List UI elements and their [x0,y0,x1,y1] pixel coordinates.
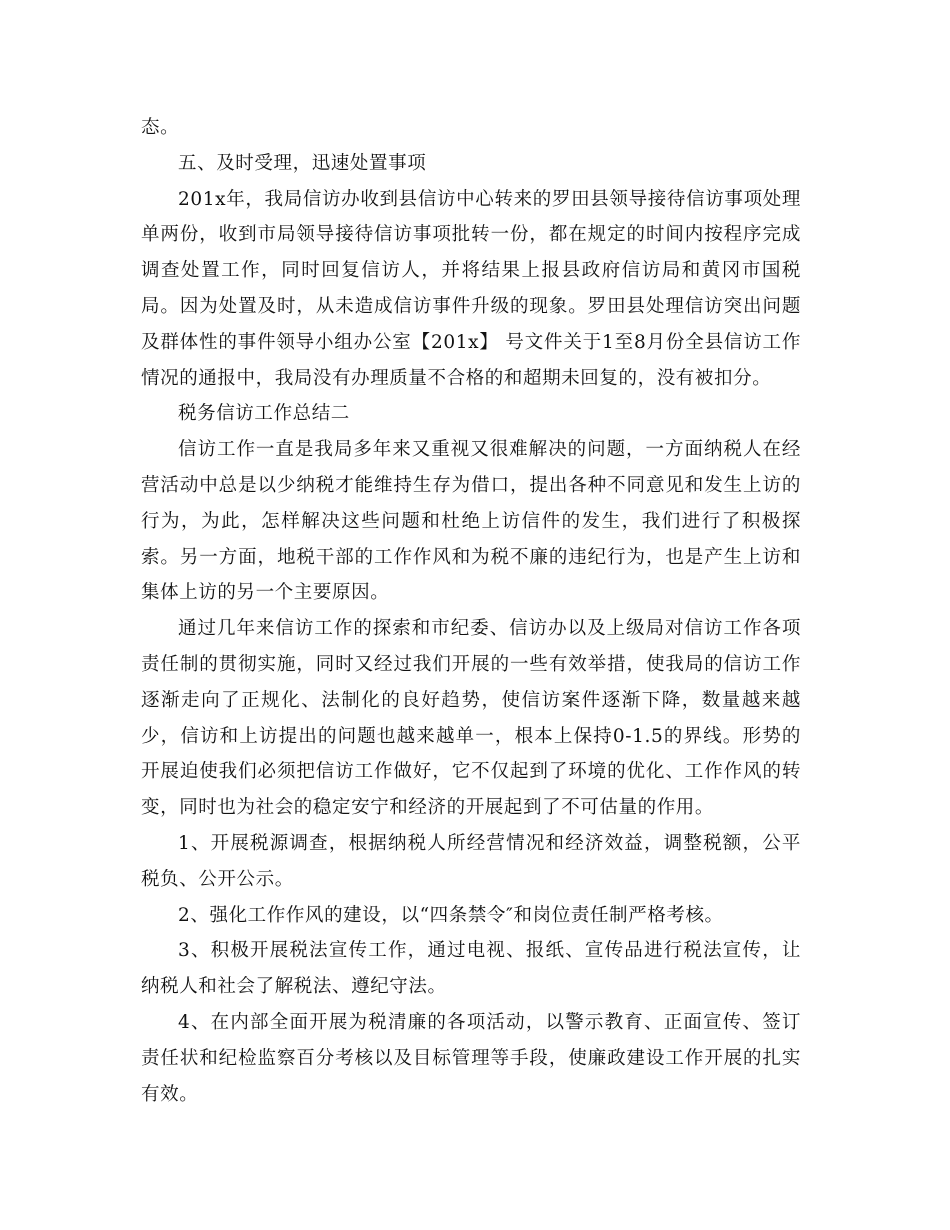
paragraph-continuation: 态。 [141,117,180,138]
section-heading-five: 五、及时受理，迅速处置事项 [178,152,427,174]
list-item-2: 2、强化工作作风的建设，以“四条禁令″和岗位责任制严格考核。 [178,904,724,926]
list-item-4: 4、在内部全面开展为税清廉的各项活动，以警示教育、正面宣传、签订责任状和纪检监察百分考核以及目标管理等手段，使廉政建设工作开展的扎实有效。 [141,1011,801,1105]
paragraph-petition-problem: 信访工作一直是我局多年来又重视又很难解决的问题，一方面纳税人在经营活动中总是以少纳税才能维持生存为借口，提出各种不同意见和发生上访的行为，为此，怎样解决这些问题和杜绝上访信件的发生，我们进行了积极探索。另一方面，地税干部的工作作风和为税不廉的违纪行为，也是产生上访和集体上访的另一个主要原因。 [141,439,801,604]
section-title-summary-two: 税务信访工作总结二 [178,403,350,425]
paragraph-petition-progress: 通过几年来信访工作的探索和市纪委、信访办以及上级局对信访工作各项责任制的贯彻实施，同时又经过我们开展的一些有效举措，使我局的信访工作逐渐走向了正规化、法制化的良好趋势，使信访案件逐渐下降，数量越来越少，信访和上访提出的问题也越来越单一，根本上保持0-1.5的界线。形势的开展迫使我们必须把信访工作做好，它不仅起到了环境的优化、工作作风的转变，同时也为社会的稳定安宁和经济的开展起到了不可估量的作用。 [141,618,801,819]
list-item-3: 3、积极开展税法宣传工作，通过电视、报纸、宣传品进行税法宣传，让纳税人和社会了解税法、遵纪守法。 [141,940,801,998]
list-item-1: 1、开展税源调查，根据纳税人所经营情况和经济效益，调整税额，公平税负、公开公示。 [141,832,801,890]
paragraph-petition-handling: 201x年，我局信访办收到县信访中心转来的罗田县领导接待信访事项处理单两份，收到市局领导接待信访事项批转一份，都在规定的时间内按程序完成调查处置工作，同时回复信访人，并将结果上报县政府信访局和黄冈市国税局。因为处置及时，从未造成信访事件升级的现象。罗田县处理信访突出问题及群体性的事件领导小组办公室【201x】 号文件关于1至8月份全县信访工作情况的通报中，我局没有办理质量不合格的和超期未回复的，没有被扣分。 [141,188,801,389]
document-body [141,110,801,1112]
